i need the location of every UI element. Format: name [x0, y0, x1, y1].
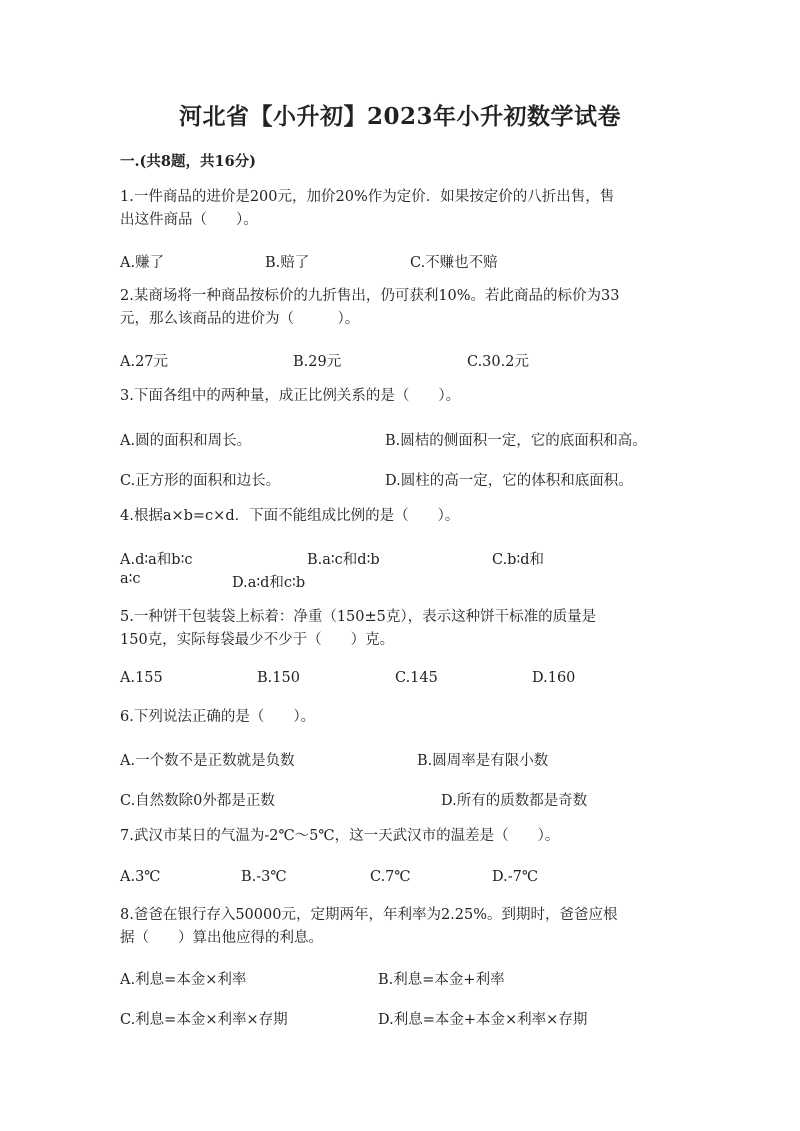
- question-2: [120, 285, 680, 331]
- question-3: [120, 385, 680, 408]
- question-6-option-a: A.一个数不是正数就是负数: [120, 753, 295, 769]
- question-2-option-a: A.27元: [120, 354, 169, 370]
- question-6-option-c: C.自然数除0外都是正数: [120, 793, 275, 809]
- question-3-option-b: B.圆桔的侧面积一定，它的底面积和高。: [385, 433, 647, 449]
- question-5-stem-line-1: 5.一种饼干包装袋上标着：净重（150±5克），表示这种饼干标准的质量是: [120, 609, 597, 625]
- question-1-stem-line-1: 1.一件商品的进价是200元，加价20%作为定价．如果按定价的八折出售，售: [120, 189, 615, 205]
- question-1-stem-line-2: 出这件商品（ ）。: [120, 212, 258, 228]
- question-8-stem-line-1: 8.爸爸在银行存入50000元，定期两年，年利率为2.25%。到期时，爸爸应根: [120, 907, 618, 923]
- question-2-stem-line-1: 2.某商场将一种商品按标价的九折售出，仍可获利10%。若此商品的标价为33: [120, 288, 620, 304]
- question-8-option-a: A.利息=本金×利率: [120, 972, 247, 988]
- question-4: [120, 505, 680, 528]
- question-7-option-d: D.-7℃: [492, 869, 539, 885]
- question-1-option-a: A.赚了: [120, 255, 165, 271]
- question-4-option-c-continued: a∶c: [120, 571, 141, 587]
- question-1-option-c: C.不赚也不赔: [410, 255, 498, 271]
- question-4-option-c: C.b∶d和: [492, 552, 545, 568]
- question-8-option-b: B.利息=本金+利率: [378, 972, 505, 988]
- question-7-stem-line-1: 7.武汉市某日的气温为-2℃～5℃，这一天武汉市的温差是（ ）。: [120, 828, 560, 844]
- question-1: [120, 186, 680, 232]
- question-6: [120, 706, 680, 729]
- question-6-option-d: D.所有的质数都是奇数: [441, 793, 588, 809]
- question-8-option-c: C.利息=本金×利率×存期: [120, 1012, 288, 1028]
- question-8-stem-line-2: 据（ ）算出他应得的利息。: [120, 930, 323, 946]
- question-4-option-d: D.a∶d和c∶b: [232, 575, 306, 591]
- question-1-option-b: B.赔了: [265, 255, 310, 271]
- question-5-option-b: B.150: [257, 670, 300, 686]
- question-3-option-c: C.正方形的面积和边长。: [120, 473, 281, 489]
- question-2-option-c: C.30.2元: [467, 354, 529, 370]
- question-3-stem-line-1: 3.下面各组中的两种量，成正比例关系的是（ ）。: [120, 388, 461, 404]
- question-2-option-b: B.29元: [293, 354, 342, 370]
- question-7: [120, 825, 680, 848]
- question-5-stem-line-2: 150克，实际每袋最少不少于（ ）克。: [120, 632, 395, 648]
- question-6-option-b: B.圆周率是有限小数: [417, 753, 549, 769]
- question-4-stem-line-1: 4.根据a×b=c×d．下面不能组成比例的是（ ）。: [120, 508, 460, 524]
- question-2-stem-line-2: 元，那么该商品的进价为（ ）。: [120, 311, 360, 327]
- question-7-option-a: A.3℃: [120, 869, 161, 885]
- question-6-stem-line-1: 6.下列说法正确的是（ ）。: [120, 709, 316, 725]
- question-5-option-a: A.155: [120, 670, 163, 686]
- question-8-option-d: D.利息=本金+本金×利率×存期: [378, 1012, 588, 1028]
- question-8: [120, 904, 680, 950]
- question-7-option-c: C.7℃: [370, 869, 411, 885]
- question-5: [120, 606, 680, 652]
- page-title: 河北省【小升初】2023年小升初数学试卷: [178, 103, 621, 130]
- question-5-option-c: C.145: [395, 670, 438, 686]
- question-5-option-d: D.160: [532, 670, 576, 686]
- question-4-option-a: A.d∶a和b∶c: [120, 552, 193, 568]
- section-heading: 一.(共8题，共16分): [120, 153, 257, 170]
- question-7-option-b: B.-3℃: [241, 869, 287, 885]
- question-3-option-d: D.圆柱的高一定，它的体积和底面积。: [385, 473, 633, 489]
- question-3-option-a: A.圆的面积和周长。: [120, 433, 252, 449]
- question-4-option-b: B.a∶c和d∶b: [307, 552, 380, 568]
